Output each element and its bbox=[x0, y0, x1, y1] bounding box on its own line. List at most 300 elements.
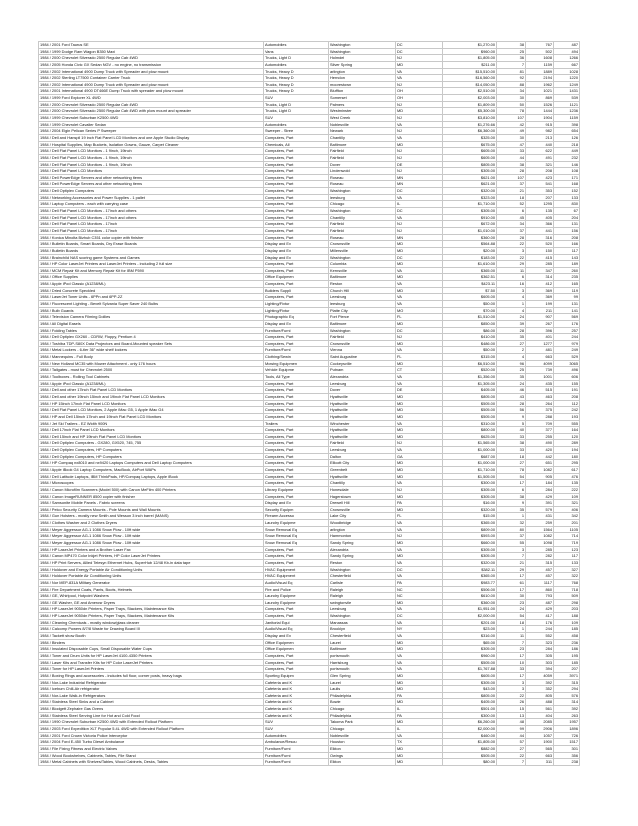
amount-cell: $1,356.00 bbox=[443, 374, 497, 381]
city-cell: Washington bbox=[329, 254, 396, 261]
bids-cell: 4 bbox=[497, 354, 526, 361]
city-cell: Manassas bbox=[329, 619, 396, 626]
city-cell: Houston bbox=[329, 739, 396, 746]
state-cell: MN bbox=[396, 174, 443, 181]
visitors-cell: 406 bbox=[554, 506, 580, 513]
visitors-cell: 112 bbox=[554, 400, 580, 407]
bids-cell: 38 bbox=[497, 440, 526, 447]
item-description-cell: 1984 / Meyer Aggressor AG-1 1086 Snow Plow - 10ft wide bbox=[39, 526, 264, 533]
amount-cell: $365.00 bbox=[443, 520, 497, 527]
item-description-cell: 1984 / All Digital Easels bbox=[39, 320, 264, 327]
item-description-cell: 1984 / Meyer Aggressor AG-1 1086 Snow Plow - 10ft wide bbox=[39, 540, 264, 547]
item-description-cell: 1984 / 2005 Honda Civic GX Sedan NGV - no engine, no transmission bbox=[39, 61, 264, 68]
item-description-cell: 1984 / Dell and other 19inch 15inch and 19inch Flat Panel LCD Monitors bbox=[39, 393, 264, 400]
bids-cell: 23 bbox=[497, 599, 526, 606]
item-description-cell: 1984 / HP LaserJet 9050dn Printers, Paper Trays, Stackers, Maintenance Kits bbox=[39, 613, 264, 620]
category-cell: Cafeteria and K bbox=[264, 692, 329, 699]
table-row bbox=[39, 400, 580, 407]
category-cell: Ambulance/Rescu bbox=[264, 739, 329, 746]
category-cell: Tools, All Type bbox=[264, 374, 329, 381]
category-cell: Office Equipmen bbox=[264, 274, 329, 281]
table-body bbox=[39, 42, 580, 766]
category-cell: Computers, Part bbox=[264, 413, 329, 420]
item-description-cell: 1984 / Wood Bookshelves, Cabinets, Tables, File Stand bbox=[39, 752, 264, 759]
table-row bbox=[39, 447, 580, 454]
item-description-cell: 1984 / Dell 17inch Flat Panel LCD Monitors bbox=[39, 427, 264, 434]
item-description-cell: 1984 / Toshiba TDP-S80X Data Projectors and Board-Mounted speaker Sets bbox=[39, 340, 264, 347]
amount-cell: $14,050.00 bbox=[443, 81, 497, 88]
visitors-cell: 146 bbox=[554, 161, 580, 168]
table-row bbox=[39, 513, 580, 520]
visitors-cell: 294 bbox=[554, 686, 580, 693]
table-row bbox=[39, 128, 580, 135]
visitors-cell: 185 bbox=[554, 626, 580, 633]
category-cell: Trucks, Heavy D bbox=[264, 75, 329, 82]
state-cell: NJ bbox=[396, 55, 443, 62]
table-row bbox=[39, 281, 580, 288]
city-cell: Church Hill bbox=[329, 287, 396, 294]
city-cell: Somerset bbox=[329, 95, 396, 102]
visitors-cell: 131 bbox=[554, 221, 580, 228]
city-cell: Hyattsville bbox=[329, 413, 396, 420]
bids-cell: 33 bbox=[497, 447, 526, 454]
bids-cell: 2 bbox=[497, 347, 526, 354]
views-cell: 1021 bbox=[526, 88, 554, 95]
table-row bbox=[39, 493, 580, 500]
state-cell: MD bbox=[396, 752, 443, 759]
bids-cell: 17 bbox=[497, 586, 526, 593]
city-cell: Cockeysville bbox=[329, 360, 396, 367]
category-cell: Computers, Part bbox=[264, 234, 329, 241]
item-description-cell: 1984 / MCM Repair Kit and Memory Repair Kit for IBM P590 bbox=[39, 267, 264, 274]
amount-cell: $50.00 bbox=[443, 300, 497, 307]
table-row bbox=[39, 354, 580, 361]
visitors-cell: 242 bbox=[554, 407, 580, 414]
item-description-cell: 1984 / Dell Flat Panel LCD Monitors, 2 Apple iMac G5, 1 Apple iMac G4 bbox=[39, 407, 264, 414]
city-cell: Brooklyn bbox=[329, 626, 396, 633]
table-row bbox=[39, 334, 580, 341]
table-row bbox=[39, 646, 580, 653]
city-cell: Sandy Spring bbox=[329, 553, 396, 560]
table-row bbox=[39, 666, 580, 673]
bids-cell: 15 bbox=[497, 706, 526, 713]
table-row bbox=[39, 208, 580, 215]
table-row bbox=[39, 294, 580, 301]
views-cell: 515 bbox=[526, 387, 554, 394]
category-cell: Fire and Police bbox=[264, 586, 329, 593]
visitors-cell: 133 bbox=[554, 559, 580, 566]
table-row bbox=[39, 473, 580, 480]
category-cell: Photographic Eq bbox=[264, 314, 329, 321]
visitors-cell: 263 bbox=[554, 712, 580, 719]
table-row bbox=[39, 686, 580, 693]
item-description-cell: 1984 / Apple iPod Classic (A1238/ML) bbox=[39, 380, 264, 387]
visitors-cell: 1121 bbox=[554, 101, 580, 108]
views-cell: 311 bbox=[526, 759, 554, 766]
amount-cell: $315.00 bbox=[443, 354, 497, 361]
visitors-cell: 218 bbox=[554, 141, 580, 148]
item-description-cell: 1984 / GE Washer, GE and Amerosr Dryers bbox=[39, 599, 264, 606]
amount-cell: $960.00 bbox=[443, 652, 497, 659]
table-row bbox=[39, 154, 580, 161]
amount-cell: $6,360.00 bbox=[443, 128, 497, 135]
item-description-cell: 1984 / 2004 Ford E-450 Turbo Diesel Ambulance bbox=[39, 739, 264, 746]
table-row bbox=[39, 566, 580, 573]
city-cell: Leesburg bbox=[329, 380, 396, 387]
amount-cell: $505.00 bbox=[443, 752, 497, 759]
bids-cell: 11 bbox=[497, 267, 526, 274]
views-cell: 176 bbox=[526, 619, 554, 626]
state-cell: FL bbox=[396, 354, 443, 361]
city-cell: leesburg bbox=[329, 194, 396, 201]
item-description-cell: 1984 / Dell and Hanspil 19 inch Flat Panel LCD Monitors and one Apple Studio Display bbox=[39, 134, 264, 141]
bids-cell: 18 bbox=[497, 453, 526, 460]
bids-cell: 39 bbox=[497, 320, 526, 327]
bids-cell: 23 bbox=[497, 646, 526, 653]
table-row bbox=[39, 360, 580, 367]
item-description-cell: 1984 / Jet Ski Trailers - EZ Width 900N bbox=[39, 420, 264, 427]
state-cell: VA bbox=[396, 194, 443, 201]
bids-cell: 29 bbox=[497, 261, 526, 268]
bids-cell: 16 bbox=[497, 281, 526, 288]
state-cell: VA bbox=[396, 659, 443, 666]
visitors-cell: 1105 bbox=[554, 526, 580, 533]
city-cell: Glen Spring bbox=[329, 672, 396, 679]
category-cell: Laundry Equipme bbox=[264, 520, 329, 527]
table-row bbox=[39, 559, 580, 566]
category-cell: Computers, Part bbox=[264, 473, 329, 480]
item-description-cell: 1984 / Dell Flat Panel LCD Monitors - 1 9inch, 19inch bbox=[39, 161, 264, 168]
amount-cell: $6,260.00 bbox=[443, 719, 497, 726]
city-cell: Laurel bbox=[329, 639, 396, 646]
amount-cell: $1,510.00 bbox=[443, 314, 497, 321]
category-cell: Computers, Part bbox=[264, 467, 329, 474]
item-description-cell: 1984 / Blodgett Zephaire Gas Ovens bbox=[39, 706, 264, 713]
bids-cell: 92 bbox=[497, 75, 526, 82]
visitors-cell: 1028 bbox=[554, 68, 580, 75]
item-description-cell: 1984 / LaserJet Toner Units - 6PPn and 6PP-2Z bbox=[39, 294, 264, 301]
views-cell: 1295 bbox=[526, 201, 554, 208]
state-cell: PA bbox=[396, 500, 443, 507]
amount-cell: $675.00 bbox=[443, 141, 497, 148]
city-cell: Washington bbox=[329, 566, 396, 573]
views-cell: 1444 bbox=[526, 108, 554, 115]
views-cell: 767 bbox=[526, 42, 554, 49]
city-cell: Saint Augustine bbox=[329, 354, 396, 361]
auction-results-table bbox=[38, 41, 580, 766]
city-cell: Alexandria bbox=[329, 374, 396, 381]
category-cell: Computers, Part bbox=[264, 652, 329, 659]
amount-cell: $365.00 bbox=[443, 573, 497, 580]
bids-cell: 22 bbox=[497, 254, 526, 261]
views-cell: 793 bbox=[526, 593, 554, 600]
views-cell: 541 bbox=[526, 181, 554, 188]
views-cell: 2194 bbox=[526, 75, 554, 82]
city-cell: arlington bbox=[329, 526, 396, 533]
bids-cell: 80 bbox=[497, 526, 526, 533]
amount-cell: $805.00 bbox=[443, 161, 497, 168]
item-description-cell: 1984 / Folding Tables bbox=[39, 327, 264, 334]
state-cell: OH bbox=[396, 88, 443, 95]
item-description-cell: 1984 / 2002 Sterling LT7500 Container Carrier Truck bbox=[39, 75, 264, 82]
category-cell: Trucks, Heavy D bbox=[264, 81, 329, 88]
item-description-cell: 1984 / Dell PowerEdge Servers and other networking items bbox=[39, 181, 264, 188]
category-cell: Cafeteria and K bbox=[264, 686, 329, 693]
views-cell: 481 bbox=[526, 347, 554, 354]
amount-cell: $323.00 bbox=[443, 194, 497, 201]
views-cell: 561 bbox=[526, 706, 554, 713]
state-cell: PA bbox=[396, 692, 443, 699]
state-cell: NJ bbox=[396, 81, 443, 88]
item-description-cell: 1984 / Laptop Computers - each with carrying case bbox=[39, 201, 264, 208]
category-cell: Computers, Part bbox=[264, 201, 329, 208]
visitors-cell: 555 bbox=[554, 420, 580, 427]
bids-cell: 24 bbox=[497, 314, 526, 321]
item-description-cell: 1984 / Dell Optiplex Computers, HP Computers bbox=[39, 447, 264, 454]
state-cell: MD bbox=[396, 467, 443, 474]
category-cell: Computers, Part bbox=[264, 188, 329, 195]
state-cell: MD bbox=[396, 599, 443, 606]
views-cell: 4059 bbox=[526, 672, 554, 679]
state-cell: MD bbox=[396, 646, 443, 653]
state-cell: VA bbox=[396, 281, 443, 288]
state-cell: MD bbox=[396, 287, 443, 294]
bids-cell: 24 bbox=[497, 606, 526, 613]
city-cell: Drewell Hill bbox=[329, 500, 396, 507]
item-description-cell: 1984 / Hospital Supplies, Map Buckets, Isolation Gowns, Gauze, Carpet Cleaner bbox=[39, 141, 264, 148]
category-cell: Snow Removal Eq bbox=[264, 526, 329, 533]
city-cell: Herndon bbox=[329, 75, 396, 82]
table-row bbox=[39, 247, 580, 254]
amount-cell: $310.00 bbox=[443, 420, 497, 427]
category-cell: Computers, Part bbox=[264, 380, 329, 387]
city-cell: Noblesville bbox=[329, 732, 396, 739]
amount-cell: $805.00 bbox=[443, 692, 497, 699]
bids-cell: 57 bbox=[497, 739, 526, 746]
item-description-cell: 1984 / HP Print Servers, Allied Telesyn Ethernet Hubs, SuperHub 12/48 Kb-in data tape bbox=[39, 559, 264, 566]
table-row bbox=[39, 619, 580, 626]
item-description-cell: 1984 / Laser Kits and Transfer Kits for HP Color LaserJet Printers bbox=[39, 659, 264, 666]
views-cell: 1962 bbox=[526, 81, 554, 88]
city-cell: West Creek bbox=[329, 115, 396, 122]
bids-cell: 17 bbox=[497, 652, 526, 659]
amount-cell: $1,805.00 bbox=[443, 55, 497, 62]
visitors-cell: 120 bbox=[554, 433, 580, 440]
category-cell: Computers, Part bbox=[264, 393, 329, 400]
city-cell: portsmouth bbox=[329, 652, 396, 659]
category-cell: Computers, Part bbox=[264, 400, 329, 407]
item-description-cell: 1984 / HP LaserJet Printers and a Brother Laser Fax bbox=[39, 546, 264, 553]
table-row bbox=[39, 161, 580, 168]
bids-cell: 48 bbox=[497, 719, 526, 726]
amount-cell: $605.00 bbox=[443, 672, 497, 679]
category-cell: Computers, Part bbox=[264, 493, 329, 500]
visitors-cell: 1517 bbox=[554, 739, 580, 746]
table-row bbox=[39, 234, 580, 241]
city-cell: Greenbelt bbox=[329, 467, 396, 474]
state-cell: NJ bbox=[396, 148, 443, 155]
views-cell: 323 bbox=[526, 639, 554, 646]
item-description-cell: 1984 / Dell Flat Panel LCD Monitors - 17inch bbox=[39, 227, 264, 234]
views-cell: 1900 bbox=[526, 739, 554, 746]
state-cell: NJ bbox=[396, 115, 443, 122]
state-cell: TX bbox=[396, 739, 443, 746]
category-cell: Sweeper - Stree bbox=[264, 128, 329, 135]
amount-cell: $320.00 bbox=[443, 506, 497, 513]
item-description-cell: 1984 / 2001 Ford Taurus SE bbox=[39, 42, 264, 49]
item-description-cell: 1984 / 2003 Ford Expedition XLT Popular 5.4L 4WD with Extended Rollout Platform bbox=[39, 725, 264, 732]
item-description-cell: 1984 / Cleaning Chemicals - mostly window/glass cleaner bbox=[39, 619, 264, 626]
category-cell: Computers, Part bbox=[264, 606, 329, 613]
category-cell: Janitorial Equi bbox=[264, 619, 329, 626]
item-description-cell: 1984 / Metal Lockers - 6-tier 36" wide shelf lockers bbox=[39, 347, 264, 354]
views-cell: 405 bbox=[526, 214, 554, 221]
category-cell: Furniture/Furni bbox=[264, 759, 329, 766]
bids-cell: 5 bbox=[497, 420, 526, 427]
bids-cell: 6 bbox=[497, 208, 526, 215]
bids-cell: 38 bbox=[497, 493, 526, 500]
item-description-cell: 1984 / Calcomp Powers 8/7/8 Waste for Drawing Board III bbox=[39, 626, 264, 633]
visitors-cell: 109 bbox=[554, 619, 580, 626]
item-description-cell: 1984 / GE, Whirlpool, Hotpoint Washers bbox=[39, 593, 264, 600]
table-row bbox=[39, 241, 580, 248]
category-cell: Computers, Part bbox=[264, 480, 329, 487]
item-description-cell: 1984 / Dell Optiplex GX260 - CDRW, Floppy, Pentium 4 bbox=[39, 334, 264, 341]
views-cell: 316 bbox=[526, 234, 554, 241]
category-cell: Computers, Part bbox=[264, 460, 329, 467]
state-cell: DC bbox=[396, 327, 443, 334]
visitors-cell: 301 bbox=[554, 745, 580, 752]
city-cell: Fort Pierce bbox=[329, 314, 396, 321]
visitors-cell: 295 bbox=[554, 460, 580, 467]
state-cell: MD bbox=[396, 460, 443, 467]
item-description-cell: 1984 / Dell Flat Panel LCD Monitors - 17inch and others bbox=[39, 208, 264, 215]
table-row bbox=[39, 380, 580, 387]
views-cell: 392 bbox=[526, 679, 554, 686]
state-cell: DC bbox=[396, 613, 443, 620]
bids-cell: 6 bbox=[497, 486, 526, 493]
views-cell: 347 bbox=[526, 267, 554, 274]
views-cell: 2906 bbox=[526, 725, 554, 732]
category-cell: Computers, Part bbox=[264, 161, 329, 168]
views-cell: 442 bbox=[526, 453, 554, 460]
visitors-cell: 314 bbox=[554, 699, 580, 706]
category-cell: Automobiles bbox=[264, 61, 329, 68]
table-row bbox=[39, 652, 580, 659]
city-cell: Baltimore bbox=[329, 320, 396, 327]
city-cell: Vienna bbox=[329, 347, 396, 354]
category-cell: Office Equipmen bbox=[264, 646, 329, 653]
amount-cell: $2,000.00 bbox=[443, 613, 497, 620]
amount-cell: $621.00 bbox=[443, 174, 497, 181]
item-description-cell: 1984 / Apple iBook G4 Laptop Computers, MacBook, AirPort WAPs bbox=[39, 467, 264, 474]
state-cell: MD bbox=[396, 493, 443, 500]
amount-cell: $1,270.00 bbox=[443, 42, 497, 49]
amount-cell: $201.00 bbox=[443, 619, 497, 626]
table-row bbox=[39, 460, 580, 467]
amount-cell: $605.00 bbox=[443, 154, 497, 161]
bids-cell: 32 bbox=[497, 520, 526, 527]
bids-cell: 11 bbox=[497, 633, 526, 640]
bids-cell: 7 bbox=[497, 759, 526, 766]
table-row bbox=[39, 300, 580, 307]
category-cell: Laundry Equipme bbox=[264, 593, 329, 600]
bids-cell: 43 bbox=[497, 393, 526, 400]
city-cell: Palmers bbox=[329, 101, 396, 108]
state-cell: MD bbox=[396, 473, 443, 480]
amount-cell: $183.00 bbox=[443, 254, 497, 261]
amount-cell: $320.00 bbox=[443, 559, 497, 566]
city-cell: portsmouth bbox=[329, 666, 396, 673]
city-cell: Philadelphia bbox=[329, 712, 396, 719]
category-cell: Computers, Part bbox=[264, 666, 329, 673]
item-description-cell: 1984 / HP and Dell 15inch 17inch and 19inch Flat Panel LCD Monitors bbox=[39, 413, 264, 420]
views-cell: 1159 bbox=[526, 61, 554, 68]
city-cell: Chesterfield bbox=[329, 633, 396, 640]
amount-cell: $405.00 bbox=[443, 387, 497, 394]
city-cell: Leesburg bbox=[329, 606, 396, 613]
state-cell: VA bbox=[396, 300, 443, 307]
bids-cell: 55 bbox=[497, 540, 526, 547]
amount-cell: $625.00 bbox=[443, 433, 497, 440]
visitors-cell: 208 bbox=[554, 234, 580, 241]
city-cell: Chesterfield bbox=[329, 573, 396, 580]
city-cell: Hyattsville bbox=[329, 393, 396, 400]
bids-cell: 107 bbox=[497, 174, 526, 181]
amount-cell: $564.88 bbox=[443, 241, 497, 248]
city-cell: Millersville bbox=[329, 247, 396, 254]
table-row bbox=[39, 719, 580, 726]
category-cell: Computers, Part bbox=[264, 440, 329, 447]
city-cell: Kernsville bbox=[329, 267, 396, 274]
views-cell: 457 bbox=[526, 566, 554, 573]
views-cell: 305 bbox=[526, 652, 554, 659]
item-description-cell: 1984 / Gun Holsters - mostly new Smith and Wesson 3 inch barrel (MANS) bbox=[39, 513, 264, 520]
item-description-cell: 1984 / HP LaserJet 9050dn Printers, Paper Trays, Stackers, Maintenance Kits bbox=[39, 606, 264, 613]
category-cell: Trucks, Heavy D bbox=[264, 68, 329, 75]
table-row bbox=[39, 699, 580, 706]
table-row bbox=[39, 712, 580, 719]
table-row bbox=[39, 254, 580, 261]
state-cell: IL bbox=[396, 706, 443, 713]
amount-cell: $800.00 bbox=[443, 427, 497, 434]
amount-cell: $1,710.00 bbox=[443, 201, 497, 208]
table-row bbox=[39, 188, 580, 195]
city-cell: Washington bbox=[329, 613, 396, 620]
views-cell: 488 bbox=[526, 699, 554, 706]
state-cell: MD bbox=[396, 699, 443, 706]
city-cell: Hyattsville bbox=[329, 407, 396, 414]
state-cell: DC bbox=[396, 188, 443, 195]
amount-cell: $605.00 bbox=[443, 294, 497, 301]
city-cell: Hyattsville bbox=[329, 400, 396, 407]
visitors-cell: 356 bbox=[554, 752, 580, 759]
amount-cell: $16,560.00 bbox=[443, 75, 497, 82]
views-cell: 415 bbox=[526, 254, 554, 261]
amount-cell: $605.00 bbox=[443, 148, 497, 155]
city-cell: Noblesville bbox=[329, 121, 396, 128]
table-row bbox=[39, 480, 580, 487]
category-cell: Trucks, Light D bbox=[264, 55, 329, 62]
table-row bbox=[39, 506, 580, 513]
amount-cell: $6,510.00 bbox=[443, 360, 497, 367]
views-cell: 520 bbox=[526, 241, 554, 248]
visitors-cell: 496 bbox=[554, 367, 580, 374]
bids-cell: 49 bbox=[497, 128, 526, 135]
category-cell: Display and Ex bbox=[264, 500, 329, 507]
table-row bbox=[39, 374, 580, 381]
amount-cell: $672.00 bbox=[443, 221, 497, 228]
